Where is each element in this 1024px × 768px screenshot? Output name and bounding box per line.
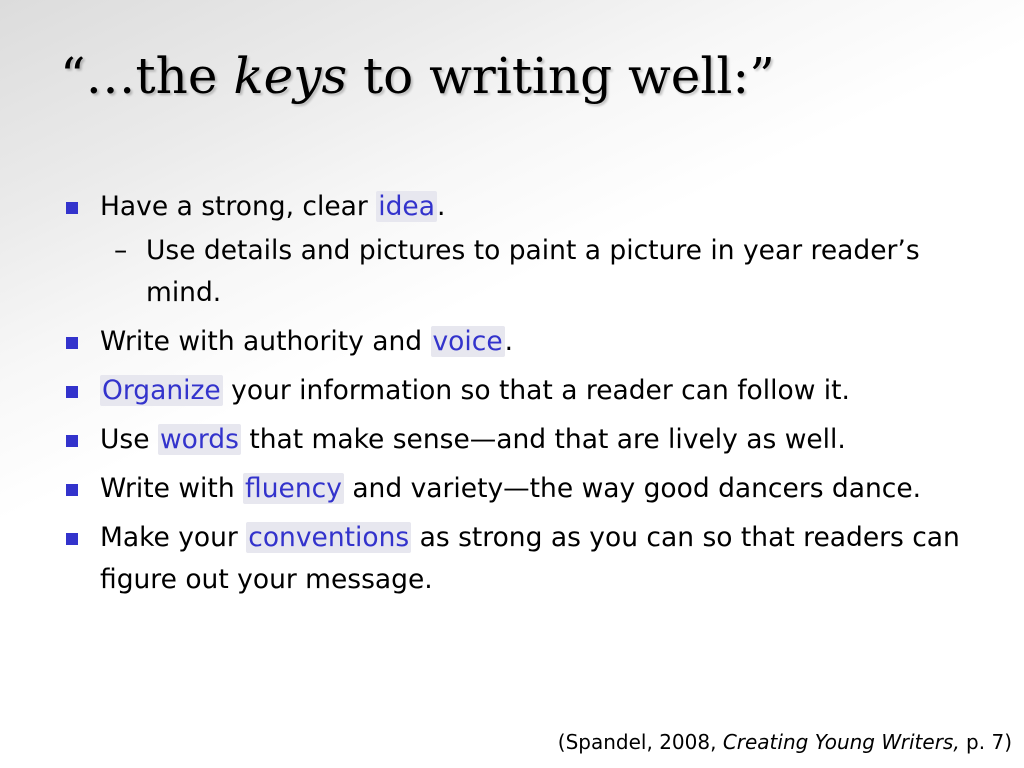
keyword-conventions: conventions [248,522,410,553]
bullet-text-after: as strong as you can so that readers can figure out your message. [100,522,960,595]
title-emphasis: keys [233,47,348,105]
keyword-fluency: fluency [245,473,342,504]
bullet-text-before: Write with authority and [100,326,431,357]
title-prefix: “…the [60,47,234,105]
citation-book-title: Creating Young Writers, [722,730,960,754]
square-bullet-icon [66,337,78,349]
bullet-item-conventions [65,517,995,601]
bullet-text-after: that make sense—and that are lively as well. [240,424,846,455]
bullet-item-voice [65,321,995,363]
bullet-text-after: . [436,191,446,222]
square-bullet-icon [66,202,78,214]
keyword-voice: voice [432,326,503,357]
citation-prefix: (Spandel, 2008, [557,730,723,754]
bullet-item-fluency [65,468,995,510]
sub-bullet-item [100,230,995,314]
keyword-organize: Organize [102,375,221,406]
square-bullet-icon [66,386,78,398]
square-bullet-icon [66,533,78,545]
citation [558,730,1012,754]
square-bullet-icon [66,484,78,496]
bullet-text-after: . [504,326,514,357]
bullet-text-after: and variety—the way good dancers dance. [343,473,922,504]
bullet-item-words [65,419,995,461]
dash-bullet-icon: – [114,235,128,266]
bullet-text-before: Use [100,424,158,455]
bullet-text-before: Write with [100,473,244,504]
slide-title [60,46,775,106]
bullet-item-organize [65,370,995,412]
bullet-text-before: Have a strong, clear [100,191,377,222]
bullet-text-before: Make your [100,522,247,553]
sub-bullet-text: Use details and pictures to paint a picture in year reader’s mind. [146,235,920,308]
square-bullet-icon [66,435,78,447]
title-suffix: to writing well:” [347,47,775,105]
bullet-text-after: your information so that a reader can follow it. [222,375,850,406]
keyword-idea: idea [378,191,435,222]
citation-suffix: p. 7) [959,730,1012,754]
bullet-list [65,186,995,608]
keyword-words: words [159,424,239,455]
bullet-item-idea [65,186,995,314]
